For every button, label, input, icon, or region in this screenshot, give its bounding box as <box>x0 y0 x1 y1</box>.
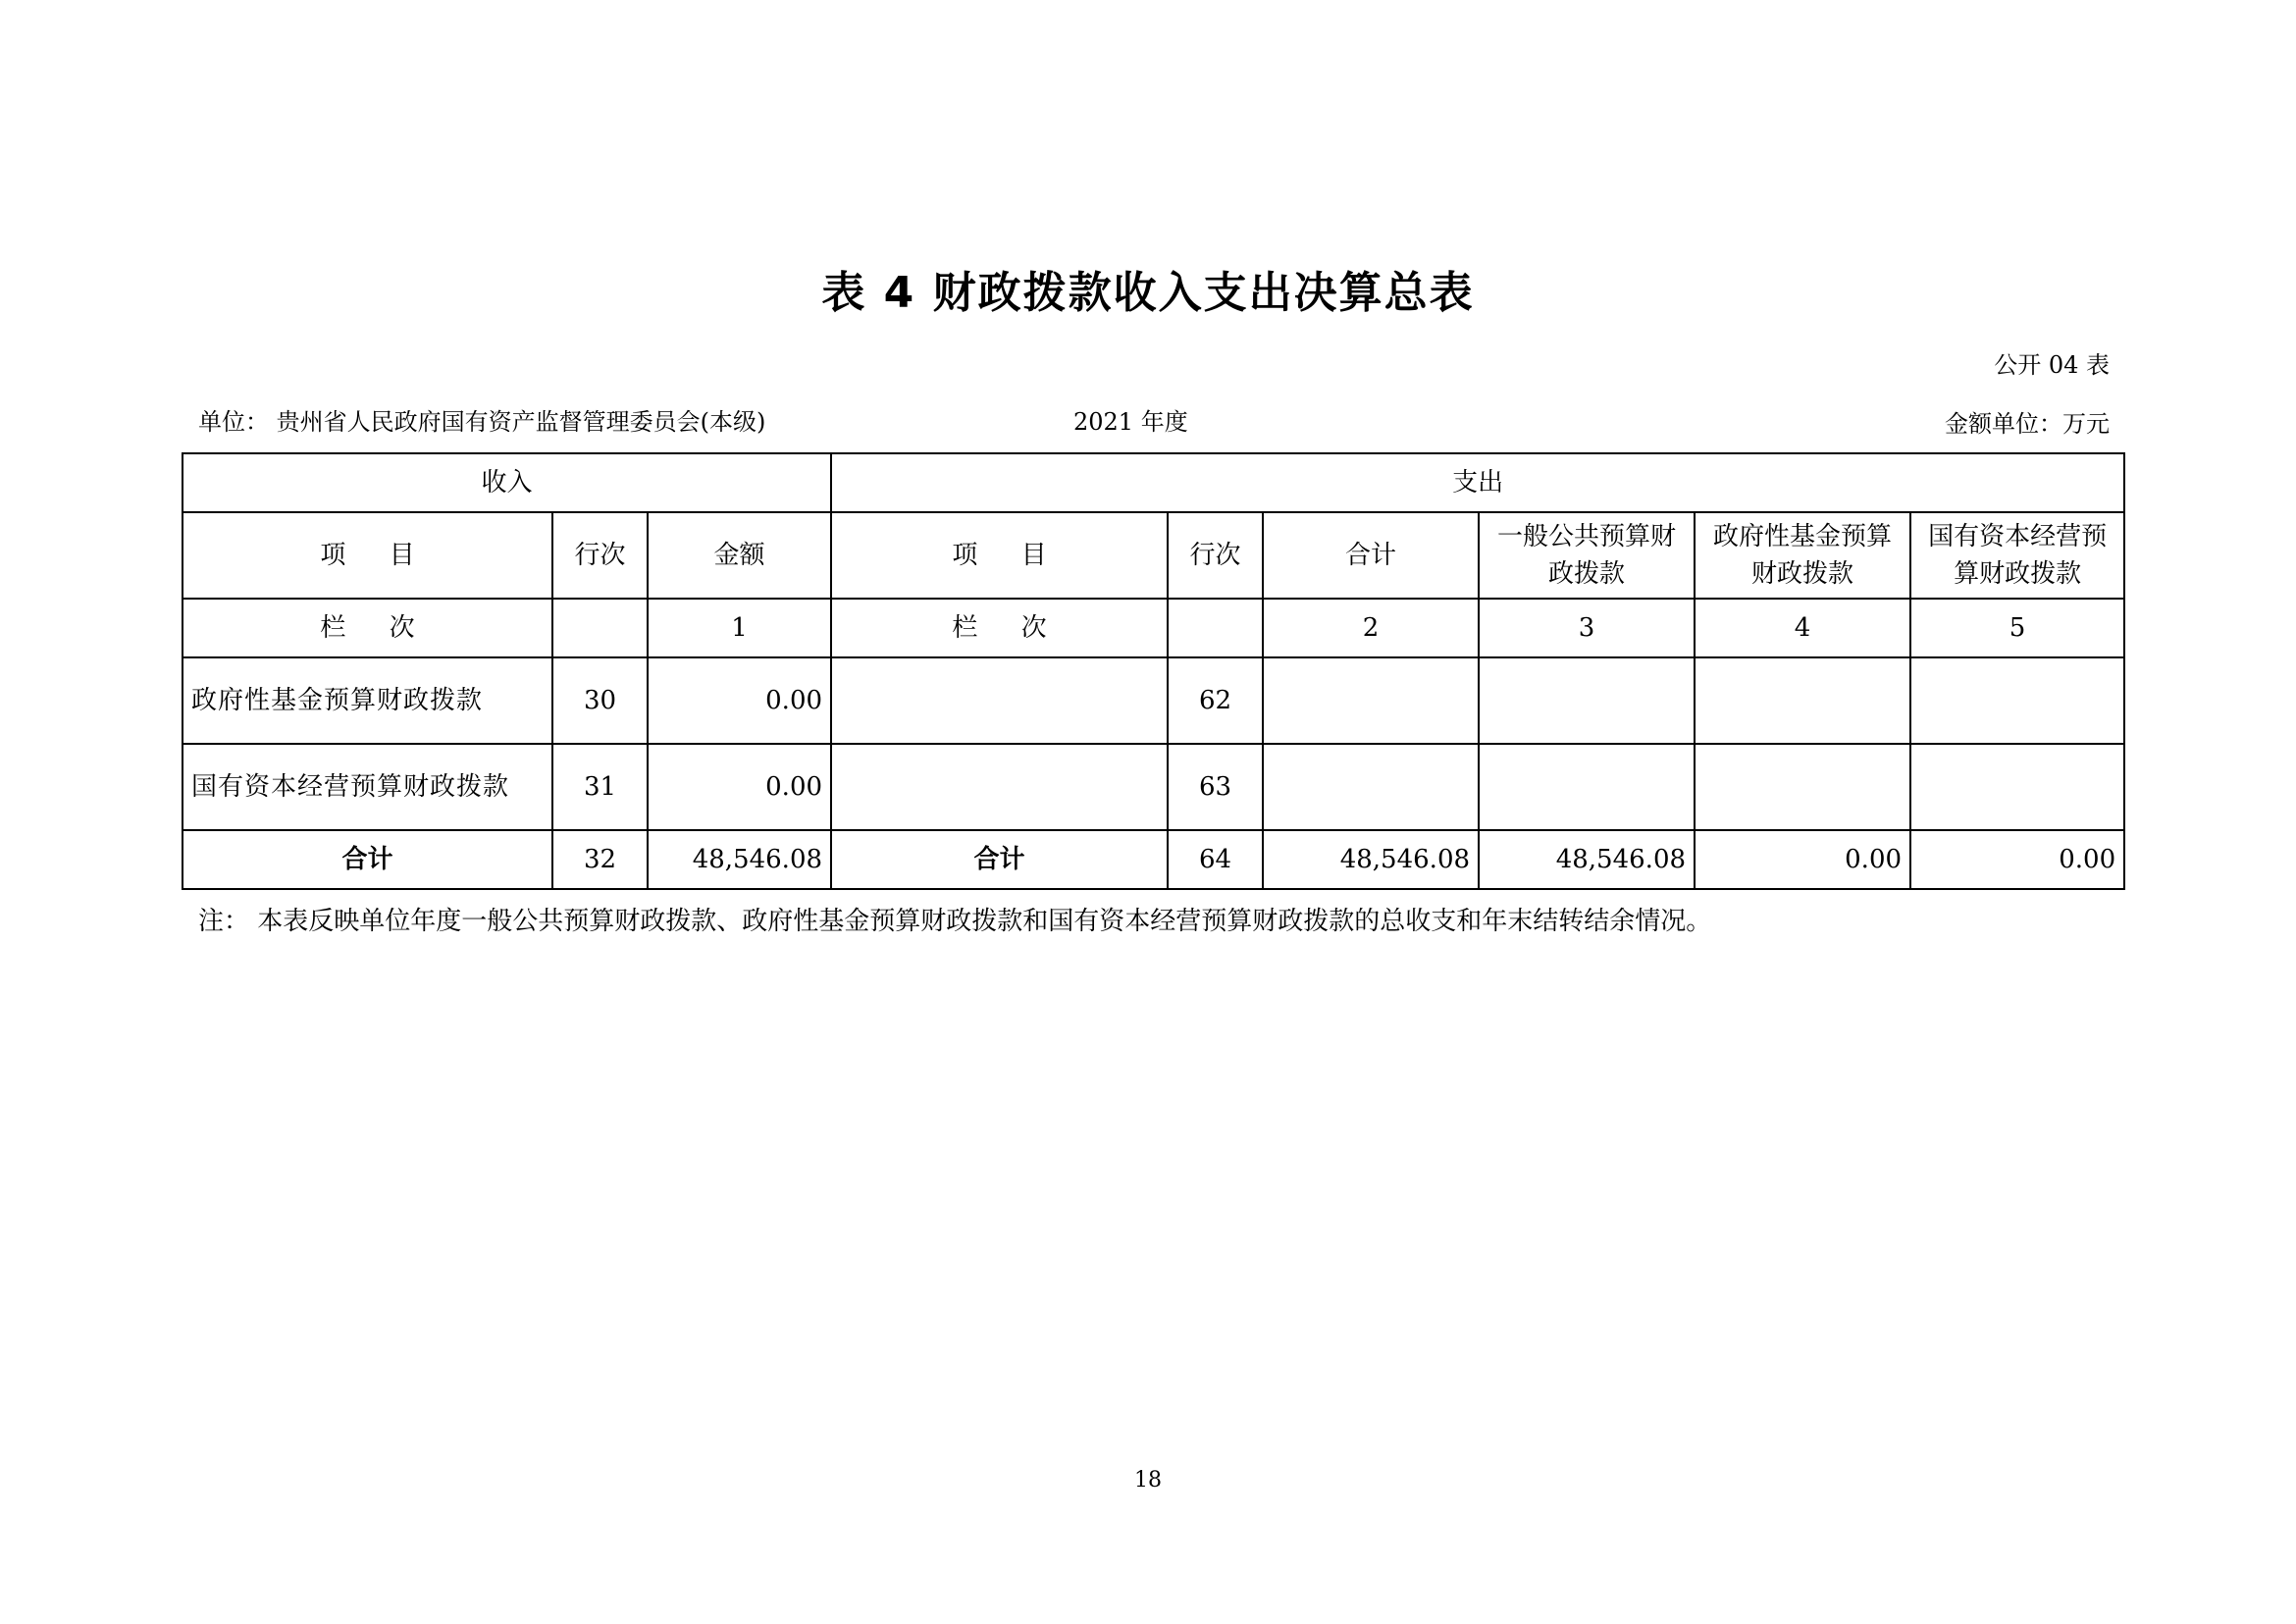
total-row <box>183 830 2124 889</box>
state-capital-header: 国有资本经营预算财政拨款 <box>1910 512 2124 599</box>
fund-amount <box>1695 657 1910 744</box>
income-line-index <box>552 599 648 657</box>
capital-index: 5 <box>1910 599 2124 657</box>
income-amount: 0.00 <box>648 657 831 744</box>
form-code: 公开 04 表 <box>1994 351 2110 379</box>
column-index-row <box>183 599 2124 657</box>
expense-line: 62 <box>1168 657 1263 744</box>
income-item-header: 项 目 <box>183 512 552 599</box>
expense-total <box>1263 744 1479 830</box>
total-index: 2 <box>1263 599 1479 657</box>
income-index-label: 栏 次 <box>183 599 552 657</box>
income-section-header: 收入 <box>183 453 831 512</box>
expense-sum-total: 48,546.08 <box>1263 830 1479 889</box>
expense-total-header: 合计 <box>1263 512 1479 599</box>
appropriation-table <box>182 452 2125 890</box>
reporting-unit: 单位： 贵州省人民政府国有资产监督管理委员会(本级) <box>198 408 766 436</box>
expense-item-header: 项 目 <box>831 512 1168 599</box>
fund-sum: 0.00 <box>1695 830 1910 889</box>
income-sum-line: 32 <box>552 830 648 889</box>
capital-amount <box>1910 657 2124 744</box>
table-row <box>183 657 2124 744</box>
expense-line-header: 行次 <box>1168 512 1263 599</box>
income-amount-index: 1 <box>648 599 831 657</box>
section-header-row <box>183 453 2124 512</box>
income-amount: 0.00 <box>648 744 831 830</box>
income-line-header: 行次 <box>552 512 648 599</box>
fund-amount <box>1695 744 1910 830</box>
general-amount <box>1479 744 1695 830</box>
income-sum-amount: 48,546.08 <box>648 830 831 889</box>
income-line: 30 <box>552 657 648 744</box>
expense-section-header: 支出 <box>831 453 2124 512</box>
expense-sum-label: 合计 <box>831 830 1168 889</box>
general-sum: 48,546.08 <box>1479 830 1695 889</box>
general-budget-header: 一般公共预算财政拨款 <box>1479 512 1695 599</box>
table-note: 注： 本表反映单位年度一般公共预算财政拨款、政府性基金预算财政拨款和国有资本经营预算财政拨款的总收支和年末结转结余情况。 <box>198 907 1712 936</box>
income-item: 政府性基金预算财政拨款 <box>183 657 552 744</box>
income-line: 31 <box>552 744 648 830</box>
expense-line: 63 <box>1168 744 1263 830</box>
fiscal-year: 2021 年度 <box>1073 408 1188 436</box>
expense-sum-line: 64 <box>1168 830 1263 889</box>
expense-line-index <box>1168 599 1263 657</box>
income-amount-header: 金额 <box>648 512 831 599</box>
money-unit: 金额单位：万元 <box>1945 410 2110 438</box>
general-index: 3 <box>1479 599 1695 657</box>
capital-amount <box>1910 744 2124 830</box>
page-number: 18 <box>1134 1468 1162 1493</box>
table-row <box>183 744 2124 830</box>
expense-item <box>831 744 1168 830</box>
expense-index-label: 栏 次 <box>831 599 1168 657</box>
general-amount <box>1479 657 1695 744</box>
expense-item <box>831 657 1168 744</box>
income-sum-label: 合计 <box>183 830 552 889</box>
expense-total <box>1263 657 1479 744</box>
column-header-row <box>183 512 2124 599</box>
fund-index: 4 <box>1695 599 1910 657</box>
page-title: 表 4 财政拨款收入支出决算总表 <box>821 268 1475 318</box>
capital-sum: 0.00 <box>1910 830 2124 889</box>
income-item: 国有资本经营预算财政拨款 <box>183 744 552 830</box>
gov-fund-header: 政府性基金预算财政拨款 <box>1695 512 1910 599</box>
